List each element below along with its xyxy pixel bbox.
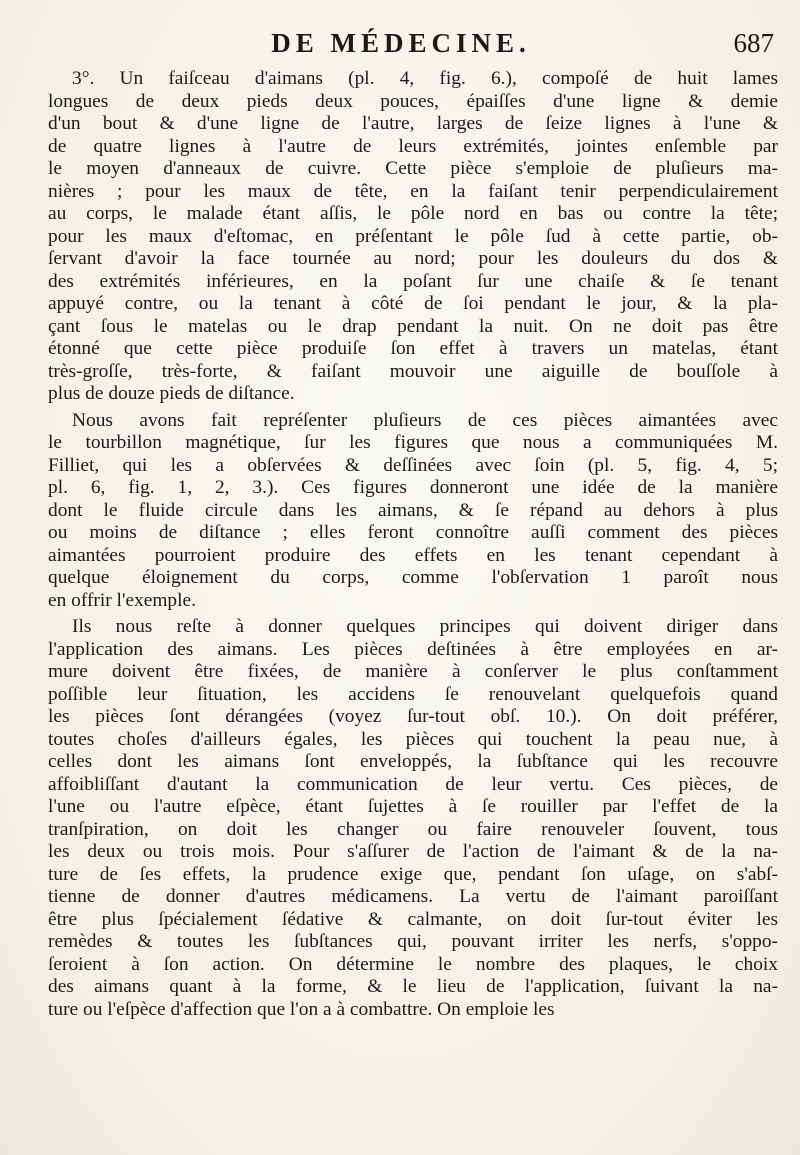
body-text bbox=[24, 68, 778, 1021]
text-line: aimantées pourroient produire des effets en les tenant cependant à bbox=[48, 544, 778, 566]
text-line: 3°. Un faiſceau d'aimans (pl. 4, fig. 6.), compoſé de huit lames bbox=[72, 68, 778, 89]
running-title: DE MÉDECINE. bbox=[271, 28, 531, 58]
text-line: le tourbillon magnétique, ſur les figures que nous a communiquées M. bbox=[48, 432, 778, 453]
text-line: le moyen d'anneaux de cuivre. Cette pièce s'emploie de pluſieurs ma- bbox=[48, 158, 778, 179]
text-line: étonné que cette pièce produiſe ſon effet à travers un matelas, étant bbox=[48, 338, 778, 359]
text-line: çant ſous le matelas ou le drap pendant la nuit. On ne doit pas être bbox=[48, 315, 778, 337]
text-line: mure doivent être fixées, de manière à conſerver le plus conſtamment bbox=[48, 661, 778, 682]
text-line: Filliet, qui les a obſervées & deſſinées avec ſoin (pl. 5, fig. 4, 5; bbox=[48, 454, 778, 476]
text-line: ture ou l'eſpèce d'affection que l'on a à combattre. On emploie les bbox=[48, 998, 555, 1020]
text-line: des extrémités inférieures, en la poſant ſur une chaiſe & ſe tenant bbox=[48, 270, 778, 292]
text-line: plus de douze pieds de diſtance. bbox=[48, 383, 295, 404]
text-line: Nous avons fait repréſenter pluſieurs de ces pièces aimantées avec bbox=[72, 409, 778, 431]
text-line: celles dont les aimans ſont enveloppés, la ſubſtance qui les recouvre bbox=[48, 751, 778, 772]
text-line: dont le fluide circule dans les aimans, & ſe répand au dehors à plus bbox=[48, 499, 778, 521]
text-line: les deux ou trois mois. Pour s'aſſurer de l'action de l'aimant & de la na- bbox=[48, 841, 778, 862]
text-line: de quatre lignes à l'autre de leurs extrémités, jointes enſemble par bbox=[48, 135, 778, 157]
text-line: poſſible leur ſituation, les accidens ſe renouvelant quelquefois quand bbox=[48, 683, 778, 705]
paragraph bbox=[24, 410, 778, 613]
text-line: remèdes & toutes les ſubſtances qui, pouvant irriter les nerfs, s'oppo- bbox=[48, 931, 778, 952]
text-line: nières ; pour les maux de tête, en la faiſant tenir perpendiculairement bbox=[48, 180, 778, 202]
text-line: ture de ſes effets, la prudence exige que, pendant ſon uſage, on s'abſ- bbox=[48, 863, 778, 885]
text-line: des aimans quant à la forme, & le lieu de l'application, ſuivant la na- bbox=[48, 976, 778, 997]
text-line: pour les maux d'eſtomac, en préſentant le pôle ſud à cette partie, ob- bbox=[48, 225, 778, 247]
text-line: Ils nous reſte à donner quelques principes qui doivent diriger dans bbox=[72, 616, 778, 637]
text-line: l'une ou l'autre eſpèce, étant ſujettes à ſe rouiller par l'effet de la bbox=[48, 796, 778, 817]
text-line: être plus ſpécialement ſédative & calmante, on doit ſur-tout éviter les bbox=[48, 908, 778, 930]
text-line: tienne de donner d'autres médicamens. La vertu de l'aimant paroiſſant bbox=[48, 886, 778, 907]
text-line: en offrir l'exemple. bbox=[48, 589, 196, 611]
text-line: au corps, le malade étant aſſis, le pôle nord en bas ou contre la tête; bbox=[48, 203, 778, 224]
text-line: très-groſſe, très-forte, & faiſant mouvoir une aiguille de bouſſole à bbox=[48, 360, 778, 382]
paragraph bbox=[24, 68, 778, 406]
text-line: longues de deux pieds deux pouces, épaiſſes d'une ligne & demie bbox=[48, 90, 778, 112]
text-line: ſeroient à ſon action. On détermine le nombre des plaques, le choix bbox=[48, 953, 778, 975]
text-line: appuyé contre, ou la tenant à côté de ſoi pendant le jour, & la pla- bbox=[48, 293, 778, 314]
text-line: quelque éloignement du corps, comme l'obſervation 1 paroît nous bbox=[48, 567, 778, 588]
text-line: tranſpiration, on doit les changer ou faire renouveler ſouvent, tous bbox=[48, 818, 778, 840]
text-line: les pièces ſont dérangées (voyez ſur-tout obſ. 10.). On doit préférer, bbox=[48, 706, 778, 727]
running-head bbox=[24, 28, 778, 68]
text-line: ſervant d'avoir la face tournée au nord; pour les douleurs du dos & bbox=[48, 248, 778, 269]
page-number: 687 bbox=[733, 28, 774, 58]
text-line: pl. 6, fig. 1, 2, 3.). Ces figures donneront une idée de la manière bbox=[48, 477, 778, 498]
text-line: toutes choſes d'ailleurs égales, les pièces qui touchent la peau nue, à bbox=[48, 728, 778, 750]
paragraph bbox=[24, 616, 778, 1021]
text-line: d'un bout & d'une ligne de l'autre, larges de ſeize lignes à l'une & bbox=[48, 113, 778, 134]
text-line: ou moins de diſtance ; elles feront connoître auſſi comment des pièces bbox=[48, 522, 778, 543]
text-line: affoibliſſant d'autant la communication de leur vertu. Ces pièces, de bbox=[48, 773, 778, 795]
text-line: l'application des aimans. Les pièces deſtinées à être employées en ar- bbox=[48, 638, 778, 660]
